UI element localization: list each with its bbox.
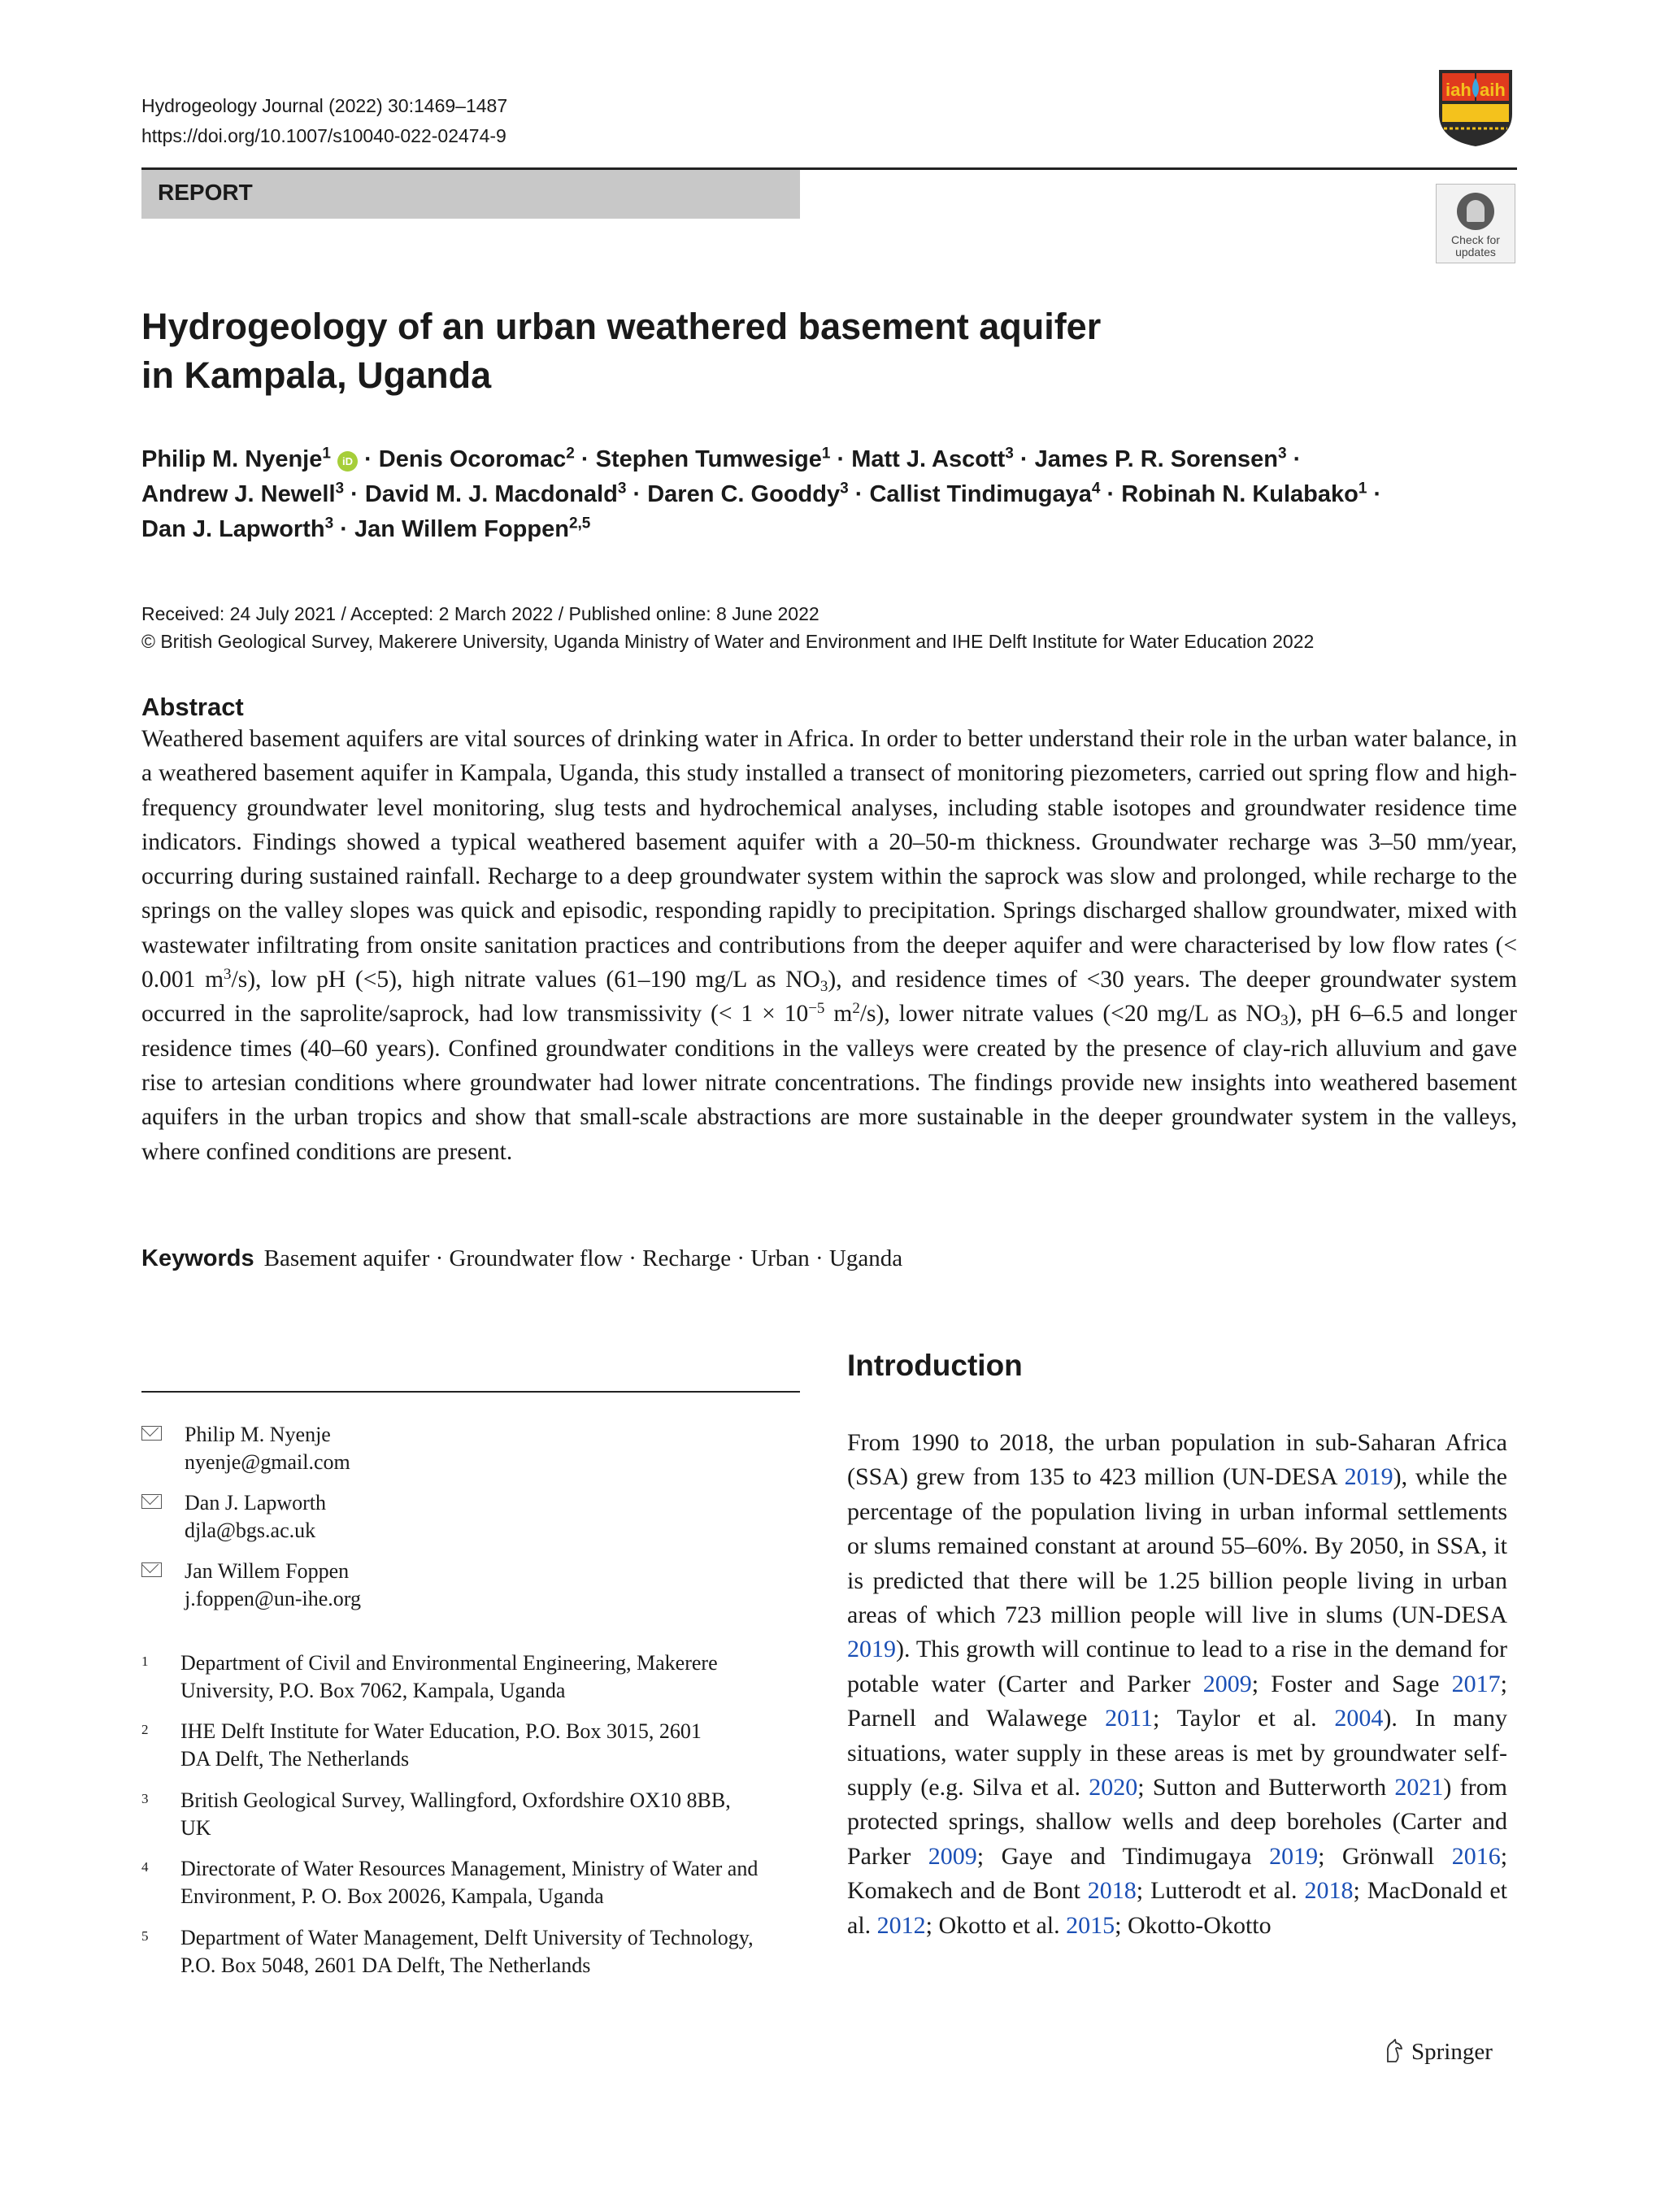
keywords-label: Keywords: [141, 1245, 254, 1271]
citation-link[interactable]: 2015: [1066, 1911, 1115, 1939]
abstract-text-part: Weathered basement aquifers are vital sources of drinking water in Africa. In order to better understand their role in the urban water balance, in a weathered basement aquifer in Kampala, Uganda, this study installed a transect of monitoring piezometers, carried out spring flow and high-frequency groundwater level monitoring, slug tests and hydrochemical analyses, including stable isotopes and groundwater residence time indicators. Findings showed a typical weathered basement aquifer with a 20–50-m thickness. Groundwater recharge was 3–50 mm/year, occurring during sustained rainfall. Recharge to a deep groundwater system within the saprock was slow and prolonged, while recharge to the springs on the valley slopes was quick and episodic, responding rapidly to precipitation. Springs discharged shallow groundwater, mixed with wastewater infiltrating from onsite sanitation practices and contributions from the deeper aquifer and were characterised by low flow rates (< 0.001 m: [141, 726, 1517, 993]
citation-link[interactable]: 2018: [1087, 1877, 1137, 1905]
author-affil-sup: 3: [617, 480, 627, 498]
keyword-separator: ·: [809, 1245, 829, 1271]
author-name[interactable]: Denis Ocoromac: [378, 446, 567, 472]
check-for-updates-label: Check for updates: [1451, 233, 1500, 259]
author-affil-sup: 2: [566, 445, 575, 463]
intro-text-part: ; Okotto et al.: [925, 1911, 1067, 1939]
keyword[interactable]: Urban: [750, 1245, 810, 1271]
affiliation-line: British Geological Survey, Wallingford, Oxfordshire OX10 8BB,: [180, 1788, 731, 1812]
author-name[interactable]: Robinah N. Kulabako: [1121, 481, 1359, 507]
abstract-text-part: /s), lower nitrate values (<20 mg/L as NO: [859, 1001, 1281, 1028]
citation-link[interactable]: 2019: [847, 1636, 896, 1663]
author-name[interactable]: Stephen Tumwesige: [595, 446, 822, 472]
subscript: 3: [819, 978, 828, 996]
author-affil-sup: 1: [821, 445, 831, 463]
footnote-rule: [141, 1391, 800, 1393]
intro-text-part: ; Okotto-Okotto: [1115, 1911, 1272, 1939]
affiliation-line: P.O. Box 5048, 2601 DA Delft, The Netherlands: [180, 1953, 591, 1977]
author-affil-sup: 1: [322, 445, 331, 463]
contact-email[interactable]: j.foppen@un-ihe.org: [185, 1587, 361, 1610]
keywords: [141, 1242, 902, 1275]
intro-text-part: ; MacDonald et al.: [847, 1877, 1507, 1939]
envelope-icon: [141, 1562, 162, 1577]
citation-link[interactable]: 2019: [1269, 1842, 1319, 1870]
abstract-text-part: ), pH 6–6.5 and longer residence times (40–60 years). Confined groundwater conditions in the valleys were created by the presence of clay-rich alluvium and gave rise to artesian conditions where groundwater had lower nitrate concentrations. The findings provide new insights into weathered basement aquifers in the urban tropics and show that small-scale abstractions are more sustainable in the deeper groundwater system in the valleys, where confined conditions are present.: [141, 1001, 1517, 1165]
svg-text:aih: aih: [1480, 80, 1506, 100]
author-name[interactable]: Dan J. Lapworth: [141, 516, 325, 542]
keyword[interactable]: Groundwater flow: [449, 1245, 623, 1271]
contact-email[interactable]: nyenje@gmail.com: [185, 1450, 350, 1474]
citation-link[interactable]: 2019: [1344, 1463, 1393, 1491]
intro-text-part: ; Taylor et al.: [1153, 1705, 1335, 1732]
article-title: [141, 302, 1280, 400]
contact-name: Dan J. Lapworth: [185, 1491, 327, 1515]
affiliation-line: Department of Water Management, Delft University of Technology,: [180, 1926, 754, 1949]
author-affil-sup: 3: [1005, 445, 1014, 463]
intro-text-part: ; Foster and Sage: [1251, 1670, 1452, 1697]
svg-text:iah: iah: [1445, 80, 1472, 100]
author-name[interactable]: James P. R. Sorensen: [1034, 446, 1278, 472]
affiliation-line: University, P.O. Box 7062, Kampala, Uganda: [180, 1679, 566, 1702]
citation-link[interactable]: 2021: [1394, 1774, 1444, 1801]
author-name[interactable]: Daren C. Gooddy: [647, 481, 841, 507]
intro-text-part: ; Komakech and de Bont: [847, 1842, 1508, 1905]
intro-text-part: ). This growth will continue to lead to a rise in the demand for potable water (Carter and Parker: [847, 1636, 1507, 1697]
author-name[interactable]: Callist Tindimugaya: [869, 481, 1092, 507]
publisher-name: Springer: [1411, 2039, 1493, 2065]
citation-link[interactable]: 2012: [876, 1911, 926, 1939]
keyword-separator: ·: [429, 1245, 450, 1271]
affiliation-number: 5: [141, 1928, 149, 1944]
keyword-separator: ·: [731, 1245, 751, 1271]
superscript: −5: [808, 1000, 825, 1018]
author-affil-sup: 4: [1091, 480, 1101, 498]
affiliation-line: UK: [180, 1816, 211, 1840]
springer-horse-icon: [1384, 2039, 1405, 2063]
affiliation-number: 2: [141, 1722, 149, 1737]
abstract-text-part: m: [824, 1001, 853, 1028]
citation-link[interactable]: 2020: [1089, 1774, 1138, 1801]
subscript: 3: [1280, 1012, 1289, 1030]
abstract-body: [141, 722, 1517, 1169]
keyword[interactable]: Recharge: [642, 1245, 732, 1271]
section-heading-introduction: Introduction: [847, 1349, 1023, 1382]
author-affil-sup: 3: [324, 515, 334, 532]
citation-link[interactable]: 2009: [928, 1842, 977, 1870]
intro-text-part: ; Gaye and Tindimugaya: [976, 1842, 1270, 1870]
keyword-separator: ·: [622, 1245, 643, 1271]
doi-link[interactable]: https://doi.org/10.1007/s10040-022-02474-9: [141, 125, 506, 146]
contact-name: Philip M. Nyenje: [185, 1423, 331, 1446]
intro-text-part: ; Parnell and Walawege: [847, 1670, 1508, 1732]
bookmark-icon: [1457, 193, 1494, 230]
citation-link[interactable]: 2017: [1451, 1670, 1501, 1697]
affiliation-line: IHE Delft Institute for Water Education, P.O. Box 3015, 2601: [180, 1719, 702, 1743]
introduction-body: [847, 1426, 1507, 1943]
affiliation-line: Directorate of Water Resources Management, Ministry of Water and: [180, 1857, 759, 1880]
title-line-1: Hydrogeology of an urban weathered basement aquifer: [141, 306, 1102, 347]
journal-citation: Hydrogeology Journal (2022) 30:1469–1487: [141, 95, 508, 116]
copyright-notice: © British Geological Survey, Makerere University, Uganda Ministry of Water and Environment and IHE Delft Institute for Water Education 2022: [141, 631, 1315, 652]
abstract-heading: Abstract: [141, 693, 244, 721]
author-affil-sup: 1: [1358, 480, 1367, 498]
citation-link[interactable]: 2009: [1202, 1670, 1252, 1697]
intro-text-part: ), while the percentage of the population living in urban informal settlements or slums remained constant at around 55–60%. By 2050, in SSA, it is predicted that there will be 1.25 billion people living in urban areas of which 723 million people will live in slums (UN-DESA: [847, 1463, 1507, 1629]
author-affil-sup: 3: [335, 480, 345, 498]
superscript: 2: [852, 1000, 860, 1018]
intro-text-part: ) from protected springs, shallow wells and deep boreholes (Carter and Parker: [847, 1774, 1508, 1870]
superscript: 3: [224, 966, 232, 984]
journal-header: [141, 91, 507, 151]
orcid-icon[interactable]: iD: [337, 451, 358, 472]
author-name[interactable]: Jan Willem Foppen: [354, 516, 569, 542]
iah-logo: [1436, 67, 1515, 148]
author-affil-sup: 2,5: [568, 515, 591, 532]
intro-text-part: ). In many situations, water supply in these areas is met by groundwater self-supply (e.g. Silva et al.: [847, 1705, 1507, 1801]
author-name[interactable]: Matt J. Ascott: [851, 446, 1006, 472]
contact-email[interactable]: djla@bgs.ac.uk: [185, 1519, 316, 1542]
affiliation-number: 1: [141, 1654, 149, 1669]
citation-link[interactable]: 2016: [1451, 1842, 1501, 1870]
author-list: Philip M. Nyenje$^1$ iD · Denis Ocoromac$^2$ · Stephen Tumwesige$^1$ · Matt J. Ascott$^3$ · James P. R. Sorensen$^3$ · Andrew J. Newell$^3$ · David M. J. Macdonald$^3$ · Daren C. Gooddy$^3$ · Callist Tindimugaya$^4$ · Robinah N. Kulabako$^1$ · Dan J. Lapworth$^3$ · Jan Willem Foppen$^{2,5}$: [141, 445, 1382, 542]
intro-text-part: ; Lutterodt et al.: [1136, 1877, 1305, 1905]
check-for-updates-button[interactable]: [1436, 184, 1515, 263]
author-name[interactable]: Andrew J. Newell: [141, 481, 336, 507]
publication-dates: Received: 24 July 2021 / Accepted: 2 March 2022 / Published online: 8 June 2022: [141, 603, 819, 624]
keyword[interactable]: Uganda: [828, 1245, 903, 1271]
affiliation-line: Environment, P. O. Box 20026, Kampala, Uganda: [180, 1884, 604, 1908]
affiliation-number: 4: [141, 1859, 149, 1875]
intro-text-part: From 1990 to 2018, the urban population in sub-Saharan Africa (SSA) grew from 135 to 423 million (UN-DESA: [847, 1429, 1507, 1491]
section-band: [141, 170, 800, 219]
citation-link[interactable]: 2011: [1105, 1705, 1154, 1732]
intro-text-part: ; Sutton and Butterworth: [1137, 1774, 1395, 1801]
contact-name: Jan Willem Foppen: [185, 1559, 350, 1583]
abstract-text-part: ), and residence times of <30 years. The deeper groundwater system occurred in the saprolite/saprock, had low transmissivity (< 1 × 10: [141, 967, 1517, 1028]
author-affil-sup: 3: [1277, 445, 1287, 463]
affiliation-line: DA Delft, The Netherlands: [180, 1747, 410, 1771]
abstract-text-part: /s), low pH (<5), high nitrate values (61–190 mg/L as NO: [231, 967, 820, 993]
envelope-icon: [141, 1426, 162, 1441]
section-label: REPORT: [158, 180, 253, 205]
citation-link[interactable]: 2018: [1304, 1877, 1354, 1905]
author-name[interactable]: David M. J. Macdonald: [364, 481, 618, 507]
envelope-icon: [141, 1494, 162, 1509]
citation-link[interactable]: 2004: [1334, 1705, 1384, 1732]
publisher-logo: [1384, 2036, 1493, 2068]
affiliation-line: Department of Civil and Environmental Engineering, Makerere: [180, 1651, 718, 1675]
affiliation-number: 3: [141, 1791, 149, 1806]
author-name[interactable]: Philip M. Nyenje: [141, 446, 323, 472]
keyword[interactable]: Basement aquifer: [263, 1245, 430, 1271]
intro-text-part: ; Grönwall: [1318, 1842, 1452, 1870]
title-line-2: in Kampala, Uganda: [141, 354, 492, 396]
author-affil-sup: 3: [840, 480, 849, 498]
